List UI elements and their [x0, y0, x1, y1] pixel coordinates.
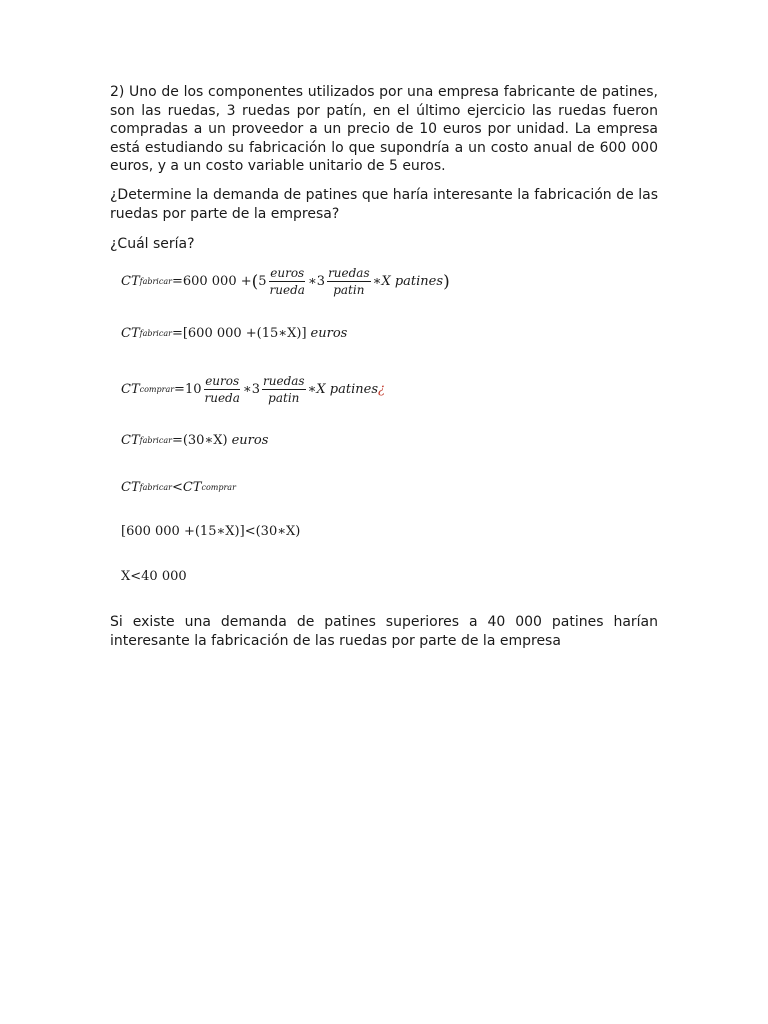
eq1-close-paren: ) — [443, 271, 450, 292]
sub-question-text: ¿Cuál sería? — [110, 236, 195, 252]
fraction-euros-rueda — [269, 266, 306, 297]
ct-symbol: CT — [121, 433, 140, 448]
eq3-times: ∗ — [307, 382, 317, 397]
eq1-equals-fixed: =600 000 + — [171, 274, 252, 289]
fraction-numerator: euros — [270, 266, 305, 280]
ct-symbol: CT — [182, 480, 202, 495]
equation-ct-fabricar-variable — [121, 433, 268, 448]
ct-subscript-comprar: comprar — [139, 385, 175, 394]
ct-subscript-comprar: comprar — [201, 483, 236, 492]
eq4-body: =(30∗X) — [171, 433, 228, 448]
eq7-body: X<40 000 — [121, 569, 187, 584]
equation-ct-comprar-expanded — [121, 374, 385, 405]
eq1-times-three: ∗3 — [307, 274, 326, 289]
fraction-euros-rueda — [203, 374, 240, 405]
fraction-numerator: ruedas — [263, 374, 305, 388]
question-text: ¿Determine la demanda de patines que haría interesante la fabricación de las ruedas por parte de la empresa? — [110, 187, 658, 222]
eq2-body: =[600 000 +(15∗X)] — [171, 326, 307, 341]
x-patines: X patines — [316, 382, 378, 397]
eq5-less-than: < — [171, 480, 183, 495]
fraction-denominator: patin — [268, 391, 300, 405]
ct-subscript-fabricar: fabricar — [139, 436, 172, 445]
ct-symbol: CT — [121, 326, 140, 341]
conclusion-text: Si existe una demanda de patines superiores a 40 000 patines harían interesante la fabricación de las ruedas por parte de la empresa — [110, 614, 658, 649]
equation-ct-fabricar-expanded — [121, 266, 450, 297]
ct-subscript-fabricar: fabricar — [139, 277, 172, 286]
fraction-denominator: patin — [333, 283, 365, 297]
fraction-ruedas-patin — [262, 374, 306, 405]
fraction-numerator: ruedas — [328, 266, 370, 280]
equation-result — [121, 569, 187, 584]
fraction-denominator: rueda — [204, 391, 240, 405]
eq1-open-paren: ( — [251, 271, 259, 292]
ct-symbol: CT — [121, 480, 140, 495]
ct-symbol: CT — [121, 274, 140, 289]
eq2-unit: euros — [310, 326, 348, 341]
eq3-equals-ten: =10 — [174, 382, 202, 397]
eq1-times: ∗ — [372, 274, 382, 289]
eq6-body: [600 000 +(15∗X)]<(30∗X) — [121, 524, 301, 539]
eq3-missing-char-marker: ¿ — [378, 382, 385, 397]
equation-inequality-ct — [121, 480, 236, 495]
ct-symbol: CT — [121, 382, 140, 397]
fraction-numerator: euros — [205, 374, 240, 388]
ct-subscript-fabricar: fabricar — [139, 329, 172, 338]
equation-ct-fabricar-simplified — [121, 326, 347, 341]
eq1-five: 5 — [258, 274, 267, 289]
ct-subscript-fabricar: fabricar — [139, 483, 172, 492]
equation-inequality-expanded — [121, 524, 300, 539]
problem-statement: 2) Uno de los componentes utilizados por una empresa fabricante de patines, son las ruedas, 3 ruedas por patín, en el último ejercicio las ruedas fueron compradas a un proveedor a un precio de 10 euros por unidad. La empresa está estudiando su fabricación lo que supondría a un costo anual de 600 000 euros, y a un costo variable unitario de 5 euros. — [110, 84, 658, 174]
eq3-times-three: ∗3 — [242, 382, 260, 397]
fraction-ruedas-patin — [327, 266, 371, 297]
x-patines: X patines — [381, 274, 444, 289]
fraction-denominator: rueda — [269, 283, 305, 297]
eq4-unit: euros — [231, 433, 269, 448]
